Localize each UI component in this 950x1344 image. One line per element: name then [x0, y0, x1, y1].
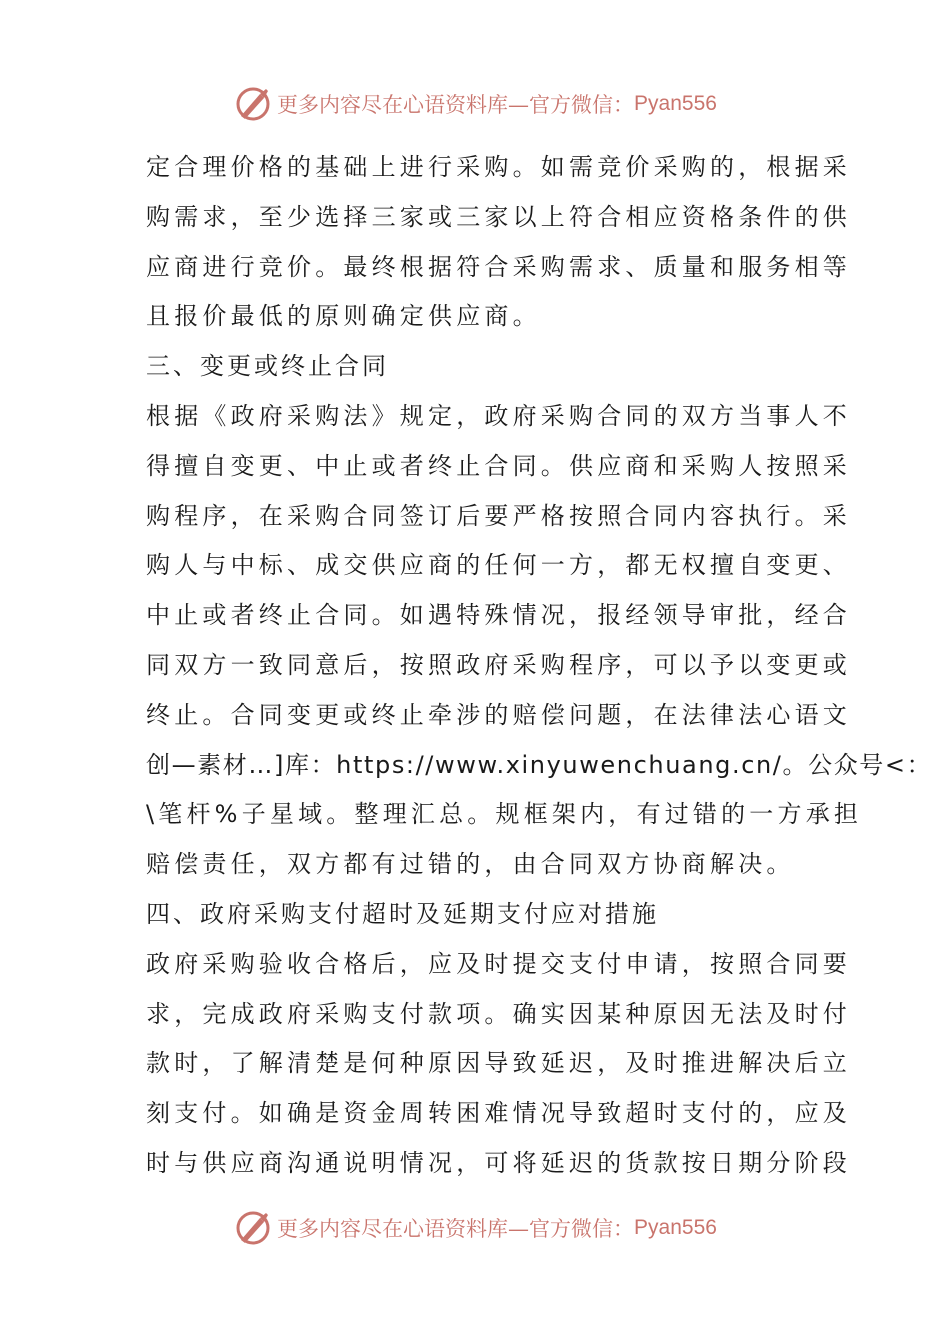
text-line: 时与供应商沟通说明情况，可将延迟的货款按日期分阶段: [146, 1148, 851, 1177]
text-line: 购程序，在采购合同签订后要严格按照合同内容执行。采: [146, 501, 851, 530]
pen-nib-logo-icon: [233, 84, 273, 124]
text-line: 终止。合同变更或终止牵涉的赔偿问题，在法律法心语文: [146, 700, 851, 729]
banner-text: 更多内容尽在心语资料库—官方微信：: [277, 1217, 635, 1241]
footer-banner: [0, 1206, 950, 1250]
header-banner: [0, 82, 950, 126]
section-heading: 三、变更或终止合同: [146, 352, 389, 381]
text-line: 赔偿责任，双方都有过错的，由合同双方协商解决。: [146, 850, 795, 879]
document-body: [146, 143, 933, 1189]
text-line: 应商进行竞价。最终根据符合采购需求、质量和服务相等: [146, 252, 851, 281]
text-line: 购需求，至少选择三家或三家以上符合相应资格条件的供: [146, 202, 851, 231]
section-heading: 四、政府采购支付超时及延期支付应对措施: [146, 899, 659, 928]
text-line: 根据《政府采购法》规定，政府采购合同的双方当事人不: [146, 401, 851, 430]
text-line: 中止或者终止合同。如遇特殊情况，报经领导审批，经合: [146, 601, 851, 630]
text-line: 定合理价格的基础上进行采购。如需竞价采购的，根据采: [146, 153, 851, 181]
text-line: 款时，了解清楚是何种原因导致延迟，及时推进解决后立: [146, 1049, 851, 1078]
banner-text: 更多内容尽在心语资料库—官方微信：: [277, 93, 635, 117]
text-line: 购人与中标、成交供应商的任何一方，都无权擅自变更、: [146, 551, 851, 580]
text-line-with-link: 创—素材…]库：https://www.xinyuwenchuang.cn/。公众号<：: [146, 750, 933, 779]
banner-wechat-id: Pyan556: [634, 92, 717, 115]
text-line: 刻支付。如确是资金周转困难情况导致超时支付的，应及: [146, 1099, 851, 1128]
text-line: 得擅自变更、中止或者终止合同。供应商和采购人按照采: [146, 451, 851, 480]
text-line: 同双方一致同意后，按照政府采购程序，可以予以变更或: [146, 650, 851, 679]
pen-nib-logo-icon: [233, 1208, 273, 1248]
text-line: \笔杆%子星域。整理汇总。规框架内，有过错的一方承担: [146, 800, 863, 829]
banner-wechat-id: Pyan556: [634, 1216, 717, 1239]
text-line: 且报价最低的原则确定供应商。: [146, 302, 541, 331]
text-line: 求，完成政府采购支付款项。确实因某种原因无法及时付: [146, 999, 851, 1028]
text-line: 政府采购验收合格后，应及时提交支付申请，按照合同要: [146, 949, 851, 978]
